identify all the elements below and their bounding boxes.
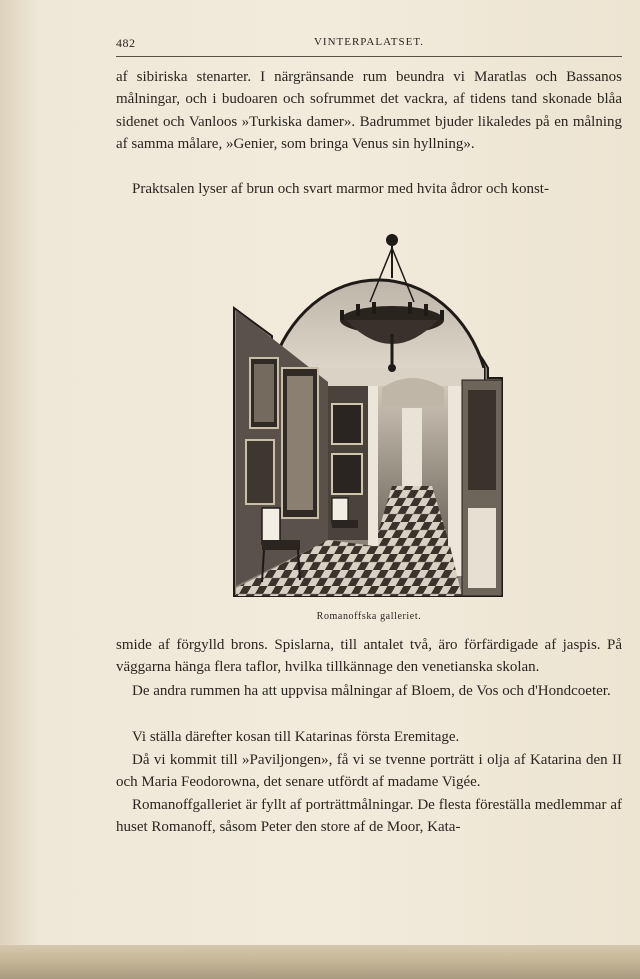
gallery-illustration <box>232 218 504 598</box>
paragraph-5: Vi ställa därefter kosan till Katarinas första Eremitage. <box>132 729 460 745</box>
paragraph-2: Praktsalen lyser af brun och svart marmor med hvita ådror och konst- <box>132 181 549 197</box>
paragraph-1: af sibiriska stenarter. I närgränsande rum beundra vi Maratlas och Bassanos målningar, och i budoaren och sofrummet det vackra, af tidens tand skonade blåa sidenet och Vanloos »Turkiska damer». Badrummet bjuder likaledes på en målning af samma målare, »Genier, som bringa Venus sin hyllning». <box>116 69 622 153</box>
paragraph-3: smide af förgylld brons. Spislarna, till antalet två, äro förfärdigade af jaspis. På väggarna hänga flera taflor, hvilka tillkännage den venetianska skolan. <box>116 637 622 676</box>
page-bottom-edge <box>0 945 640 979</box>
page-number: 482 <box>116 36 136 50</box>
figure-caption: Romanoffska galleriet. <box>316 611 422 622</box>
running-head: VINTERPALATSET. <box>313 36 425 48</box>
paragraph-7: Romanoffgalleriet är fyllt af porträttmålningar. De flesta föreställa medlemmar af huset Romanoff, såsom Peter den store af de Moor, Kata- <box>116 797 622 836</box>
paragraph-6: Då vi kommit till »Paviljongen», få vi se tvenne porträtt i olja af Katarina den II och Maria Feodorowna, det senare utfördt af madame Vigée. <box>116 752 622 791</box>
paragraph-4: De andra rummen ha att uppvisa målningar af Bloem, de Vos och d'Hondcoeter. <box>132 683 611 699</box>
page-header <box>116 36 622 57</box>
